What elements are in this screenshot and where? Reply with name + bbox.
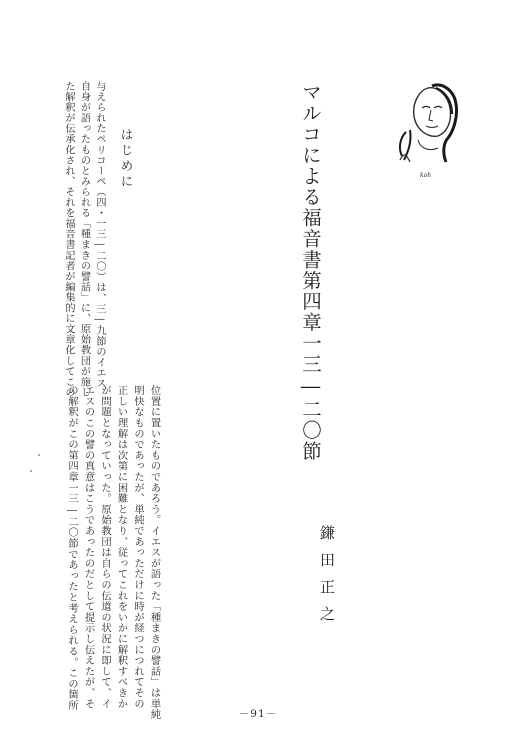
scan-speck [38,454,40,456]
portrait-sketch-icon [398,82,458,178]
text-column: エスのこの譬の真意はこうであったのだとして提示し伝えたが、そ [82,385,95,709]
text-column: の解釈がこの第四章一三―二〇節であったと考えられる。この箇所 [66,385,78,711]
illustration-signature: koh [420,172,432,179]
section-heading: はじめに [119,128,134,190]
author-name: 鎌田正之 [318,525,336,633]
text-column: 位置に置いたものであろう。イエスが語った「種まきの譬話」は単純 [148,385,161,720]
text-column: た解釈が伝承化され、それを福音書記者が編集的に文章化してこの [63,81,74,398]
text-column: 正しい理解は次第に困難となり、従ってこれをいかに解釈すべきか [115,385,128,709]
article-title: マルコによる福音書第四章一三―二〇節 [299,82,322,462]
text-column: 明快なものであったが、単純であっただけに時が経つにつれてその [132,385,144,709]
intro-paragraph [63,81,105,398]
continuation-paragraph [66,385,161,720]
page-number: －91－ [238,708,278,720]
text-column: 自身が語ったものとみられる「種まきの譬話」に、原始教団が施し [78,81,90,398]
text-column: が問題となっていった。原始教団は自らの伝道の状況に即して、イ [99,385,111,709]
scan-speck [30,470,32,472]
text-column: 与えられたペリコーペ（四・一三―二〇）は、三―九節のイエス [94,81,105,389]
